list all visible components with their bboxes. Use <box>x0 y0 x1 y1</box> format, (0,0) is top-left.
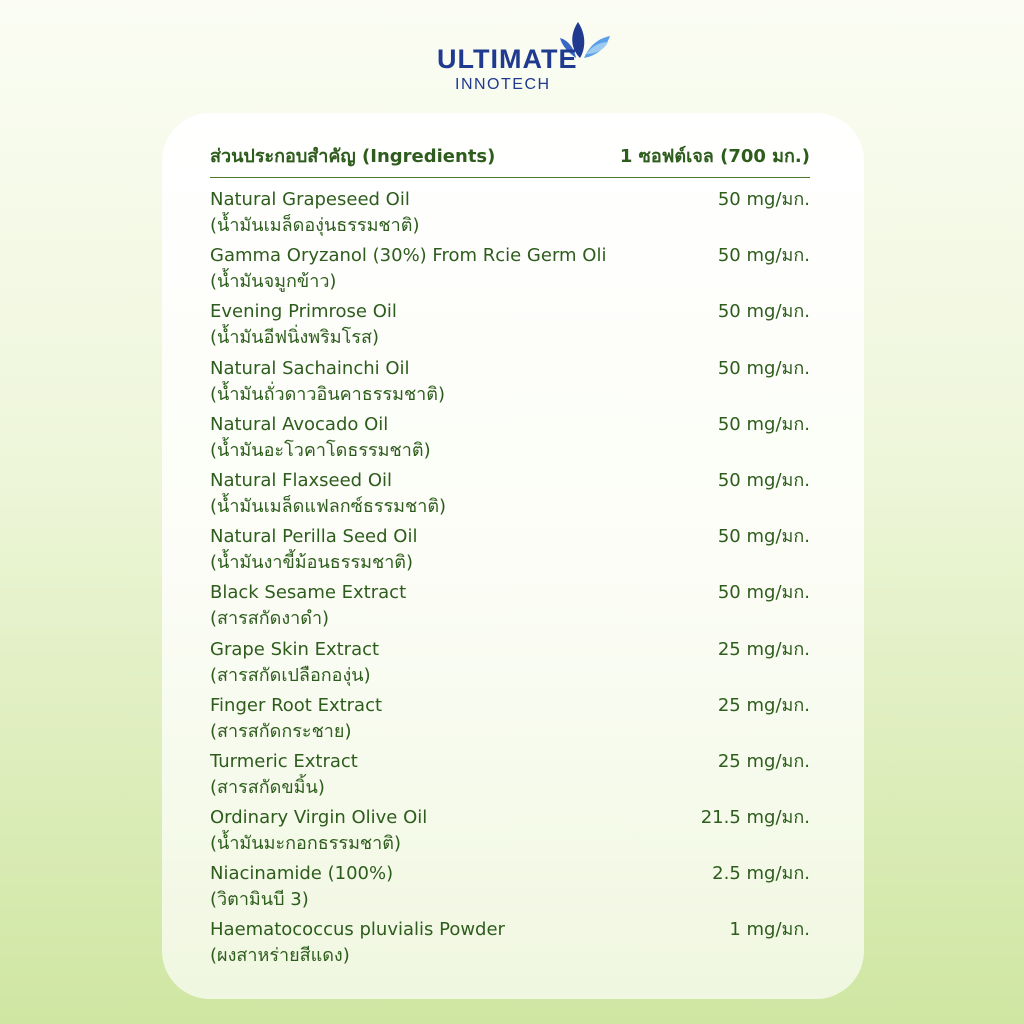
ingredient-name: Gamma Oryzanol (30%) From Rcie Germ Oli <box>210 245 607 267</box>
ingredient-thai-name: (สารสกัดกระชาย) <box>210 720 352 742</box>
brand-subtitle: INNOTECH <box>455 76 551 93</box>
ingredient-thai-name: (สารสกัดขมิ้น) <box>210 776 325 798</box>
ingredient-name: Natural Flaxseed Oil <box>210 469 392 491</box>
ingredient-thai-name: (สารสกัดงาดำ) <box>210 608 330 630</box>
ingredient-row <box>210 354 810 410</box>
ingredient-name: Natural Sachainchi Oil <box>210 357 410 379</box>
ingredient-row <box>210 297 810 353</box>
ingredient-name: Natural Grapeseed Oil <box>210 189 410 210</box>
ingredient-thai-name: (วิตามินบี 3) <box>210 889 309 911</box>
ingredient-amount: 25 mg/มก. <box>717 638 810 660</box>
ingredient-thai-name: (น้ำมันถั่วดาวอินคาธรรมชาติ) <box>210 383 446 405</box>
ingredient-amount: 21.5 mg/มก. <box>700 807 810 829</box>
ingredient-name: Turmeric Extract <box>210 750 358 772</box>
ingredient-row <box>210 185 810 241</box>
ingredient-list <box>210 185 810 972</box>
ingredient-name: Natural Perilla Seed Oil <box>210 526 418 548</box>
header-serving: 1 ซอฟต์เจล (700 มก.) <box>619 146 810 167</box>
ingredient-thai-name: (น้ำมันมะกอกธรรมชาติ) <box>210 833 401 855</box>
ingredient-thai-name: (ผงสาหร่ายสีแดง) <box>210 945 350 967</box>
ingredients-card <box>162 113 864 999</box>
ingredient-row <box>210 410 810 466</box>
ingredient-amount: 50 mg/มก. <box>717 301 810 323</box>
ingredient-amount: 50 mg/มก. <box>717 413 810 435</box>
ingredient-row <box>210 915 810 971</box>
ingredient-thai-name: (น้ำมันเมล็ดองุ่นธรรมชาติ) <box>210 215 420 236</box>
ingredient-amount: 50 mg/มก. <box>717 245 810 267</box>
ingredient-amount: 50 mg/มก. <box>717 526 810 548</box>
ingredient-name: Natural Avocado Oil <box>210 413 389 435</box>
ingredient-amount: 50 mg/มก. <box>717 189 810 210</box>
ingredient-name: Finger Root Extract <box>210 694 383 716</box>
ingredient-row <box>210 747 810 803</box>
ingredient-name: Haematococcus pluvialis Powder <box>210 919 505 941</box>
ingredient-thai-name: (น้ำมันอะโวคาโดธรรมชาติ) <box>210 439 431 461</box>
ingredient-amount: 2.5 mg/มก. <box>712 863 810 885</box>
ingredient-amount: 25 mg/มก. <box>717 694 810 716</box>
ingredient-thai-name: (น้ำมันจมูกข้าว) <box>210 271 337 293</box>
header-divider <box>210 177 810 178</box>
ingredient-row <box>210 635 810 691</box>
ingredient-name: Ordinary Virgin Olive Oil <box>210 807 428 829</box>
brand-name: ULTIMATE <box>437 44 578 74</box>
ingredient-name: Evening Primrose Oil <box>210 301 397 323</box>
ingredient-row <box>210 691 810 747</box>
ingredient-row <box>210 859 810 915</box>
ingredient-name: Black Sesame Extract <box>210 582 407 604</box>
ingredient-thai-name: (น้ำมันงาขี้ม้อนธรรมชาติ) <box>210 552 414 574</box>
ingredient-thai-name: (น้ำมันอีฟนิ่งพริมโรส) <box>210 327 379 349</box>
ingredient-amount: 50 mg/มก. <box>717 357 810 379</box>
ingredient-name: Niacinamide (100%) <box>210 863 394 885</box>
brand-logo <box>0 16 1024 96</box>
header-ingredients: ส่วนประกอบสำคัญ (Ingredients) <box>210 146 496 167</box>
ingredient-thai-name: (สารสกัดเปลือกองุ่น) <box>210 664 371 686</box>
ingredient-row <box>210 578 810 634</box>
ingredient-name: Grape Skin Extract <box>210 638 380 660</box>
ingredient-amount: 50 mg/มก. <box>717 582 810 604</box>
ingredient-amount: 1 mg/มก. <box>729 919 810 941</box>
ingredient-row <box>210 522 810 578</box>
ingredient-amount: 50 mg/มก. <box>717 469 810 491</box>
ingredient-thai-name: (น้ำมันเมล็ดแฟลกซ์ธรรมชาติ) <box>210 495 447 517</box>
ingredient-row <box>210 241 810 297</box>
ingredient-amount: 25 mg/มก. <box>717 750 810 772</box>
ingredient-row <box>210 466 810 522</box>
table-header <box>210 141 810 173</box>
ingredient-row <box>210 803 810 859</box>
